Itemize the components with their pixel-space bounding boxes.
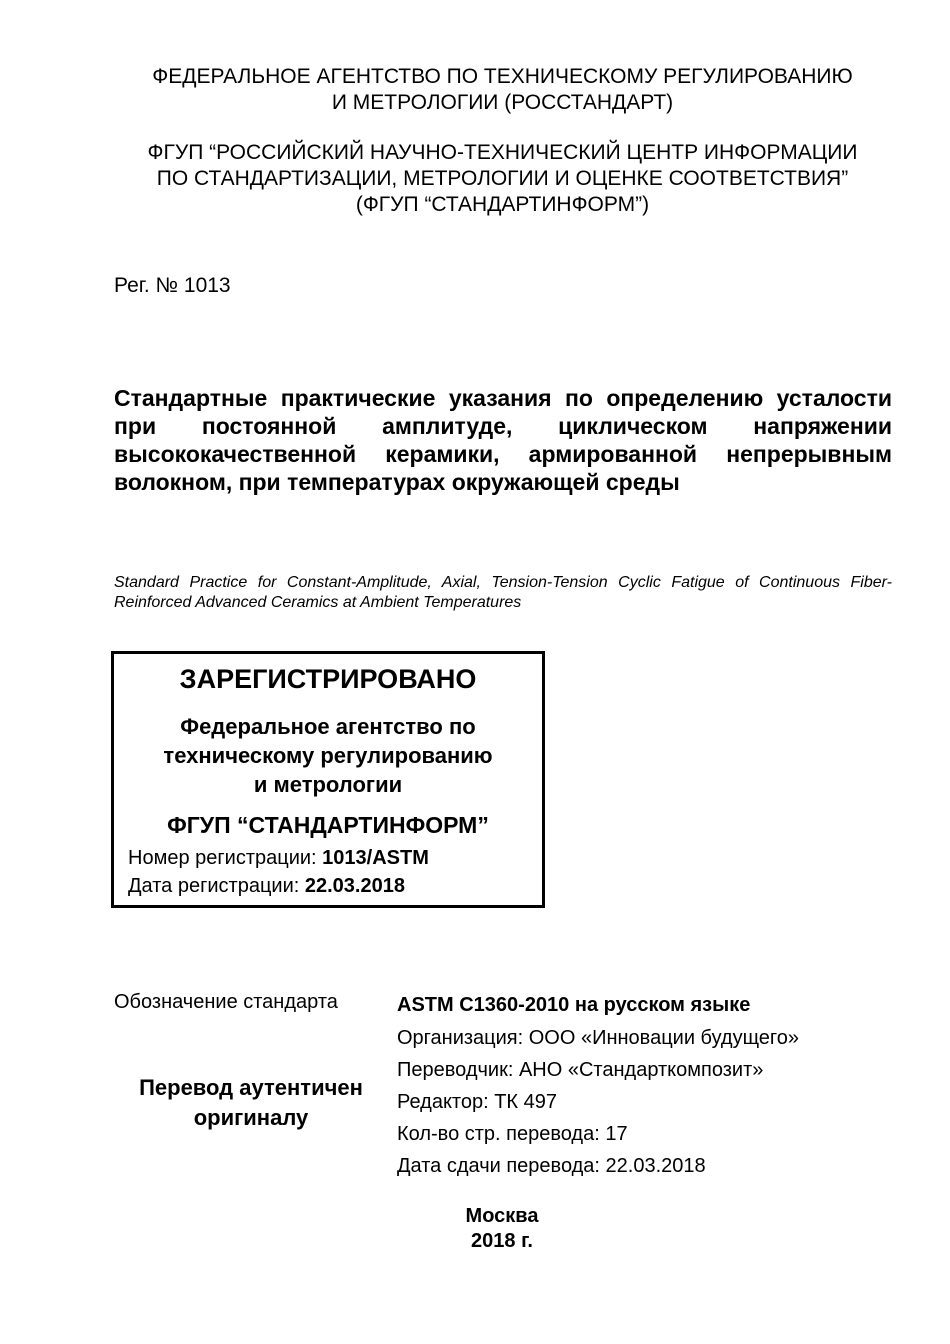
authentic-line-2: оригиналу [193, 1105, 309, 1130]
agency-line-1: ФЕДЕРАЛЬНОЕ АГЕНТСТВО ПО ТЕХНИЧЕСКОМУ РЕГУЛИРОВАНИЮ [152, 65, 853, 88]
agency-header [100, 64, 905, 116]
document-title: Стандартные практические указания по определению усталости при постоянной амплитуде, циклическом напряжении высококачественной керамики, армированной непрерывным волокном, при температурах окружающей среды [114, 385, 892, 495]
footer-year: 2018 г. [471, 1230, 533, 1252]
stamp-agency-line-3: и метрологии [253, 772, 403, 797]
stamp-agency-line-1: Федеральное агентство по [180, 714, 476, 739]
footer-place-year [400, 1204, 604, 1254]
center-header [100, 140, 905, 218]
organization-line: Организация: ООО «Инновации будущего» [397, 1027, 800, 1049]
translator-line: Переводчик: АНО «Стандарткомпозит» [397, 1059, 764, 1081]
center-line-2: ПО СТАНДАРТИЗАЦИИ, МЕТРОЛОГИИ И ОЦЕНКЕ СООТВЕТСТВИЯ” [156, 167, 849, 190]
delivery-date-line: Дата сдачи перевода: 22.03.2018 [397, 1155, 706, 1177]
stamp-reg-value: 1013/ASTM [322, 847, 429, 869]
stamp-agency-line-2: техническому регулированию [163, 743, 493, 768]
center-line-1: ФГУП “РОССИЙСКИЙ НАУЧНО-ТЕХНИЧЕСКИЙ ЦЕНТР ИНФОРМАЦИИ [147, 141, 858, 164]
standard-designation: ASTM C1360-2010 на русском языке [397, 994, 751, 1016]
stamp-date-label: Дата регистрации: [128, 875, 305, 897]
center-line-3: (ФГУП “СТАНДАРТИНФОРМ”) [355, 193, 650, 216]
reg-number: Рег. № 1013 [114, 274, 231, 297]
editor-line: Редактор: ТК 497 [397, 1091, 557, 1113]
pages-line: Кол-во стр. перевода: 17 [397, 1123, 628, 1145]
stamp-reg-number [128, 847, 429, 870]
stamp-reg-date [128, 875, 405, 898]
authentic-statement [118, 1073, 384, 1133]
document-subtitle-english: Standard Practice for Constant-Amplitude, Axial, Tension-Tension Cyclic Fatigue of Continuous Fiber-Reinforced Advanced Ceramics at Ambient Temperatures [114, 574, 892, 611]
designation-label: Обозначение стандарта [114, 991, 338, 1013]
stamp-org: ФГУП “СТАНДАРТИНФОРМ” [167, 812, 489, 838]
footer-city: Москва [465, 1205, 539, 1227]
stamp-agency [114, 712, 542, 799]
authentic-line-1: Перевод аутентичен [139, 1075, 363, 1100]
stamp-heading: ЗАРЕГИСТРИРОВАНО [179, 664, 477, 694]
stamp-date-value: 22.03.2018 [304, 875, 405, 897]
agency-line-2: И МЕТРОЛОГИИ (РОССТАНДАРТ) [331, 91, 674, 114]
stamp-reg-label: Номер регистрации: [128, 847, 323, 869]
registration-stamp [111, 651, 545, 908]
